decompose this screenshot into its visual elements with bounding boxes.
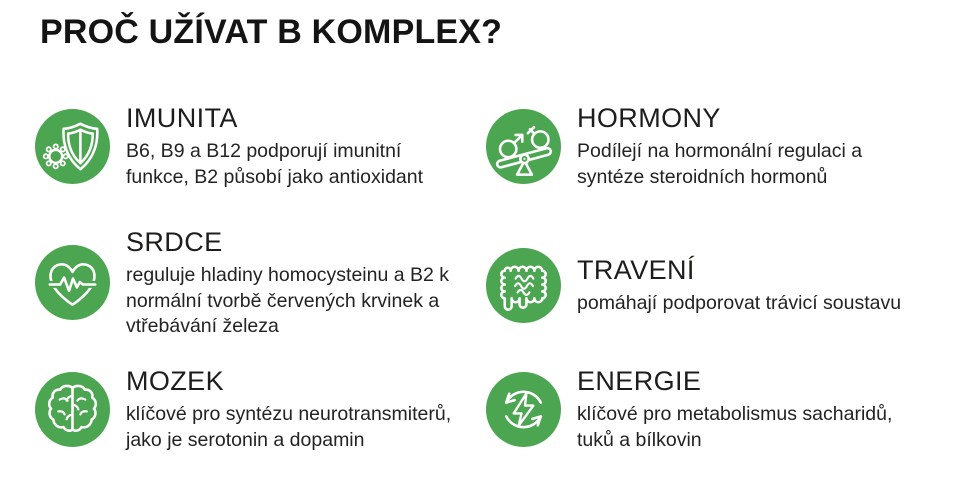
benefit-line: B6, B9 a B12 podporují imunitní [126, 140, 402, 162]
benefit-title: ENERGIE [577, 366, 702, 396]
benefit-item-traveni [486, 248, 901, 323]
energy-cycle-icon [486, 372, 561, 447]
benefit-line: klíčové pro metabolismus sacharidů, [577, 403, 893, 425]
shield-virus-icon [35, 109, 110, 184]
benefit-line: reguluje hladiny homocysteinu a B2 k [126, 264, 450, 286]
benefit-text [577, 254, 901, 317]
benefit-text [577, 365, 892, 453]
intestines-icon [486, 248, 561, 323]
benefit-text [577, 102, 862, 190]
benefit-line: tuků a bílkovin [577, 428, 702, 451]
page-title: PROČ UŽÍVAT B KOMPLEX? [40, 13, 503, 51]
benefit-title: MOZEK [126, 366, 225, 396]
brain-icon [35, 372, 110, 447]
benefit-item-imunita [35, 102, 423, 190]
benefit-text [126, 365, 451, 453]
benefit-title: HORMONY [577, 103, 721, 133]
benefit-line: Podílejí na hormonální regulaci a [577, 140, 863, 162]
heart-pulse-icon [35, 245, 110, 320]
benefit-line: pomáhají podporovat trávicí soustavu [577, 292, 902, 315]
gender-balance-icon [486, 109, 561, 184]
benefit-title: SRDCE [126, 227, 223, 257]
benefit-title: TRAVENÍ [577, 255, 695, 286]
benefit-title: IMUNITA [126, 103, 238, 133]
benefit-line: funkce, B2 působí jako antioxidant [126, 165, 424, 188]
benefit-text [126, 102, 423, 190]
benefit-item-srdce [35, 226, 449, 340]
benefit-line: vtřebávání železa [126, 315, 279, 337]
benefit-line: klíčové pro syntézu neurotransmiterů, [126, 403, 452, 425]
benefit-text [126, 226, 449, 340]
benefit-item-hormony [486, 102, 862, 190]
benefit-item-energie [486, 365, 892, 453]
benefit-line: syntéze steroidních hormonů [577, 165, 828, 188]
benefit-line: jako je serotonin a dopamin [126, 428, 365, 451]
benefit-item-mozek [35, 365, 451, 453]
benefit-line: normální tvorbě červených krvinek a [126, 289, 440, 312]
